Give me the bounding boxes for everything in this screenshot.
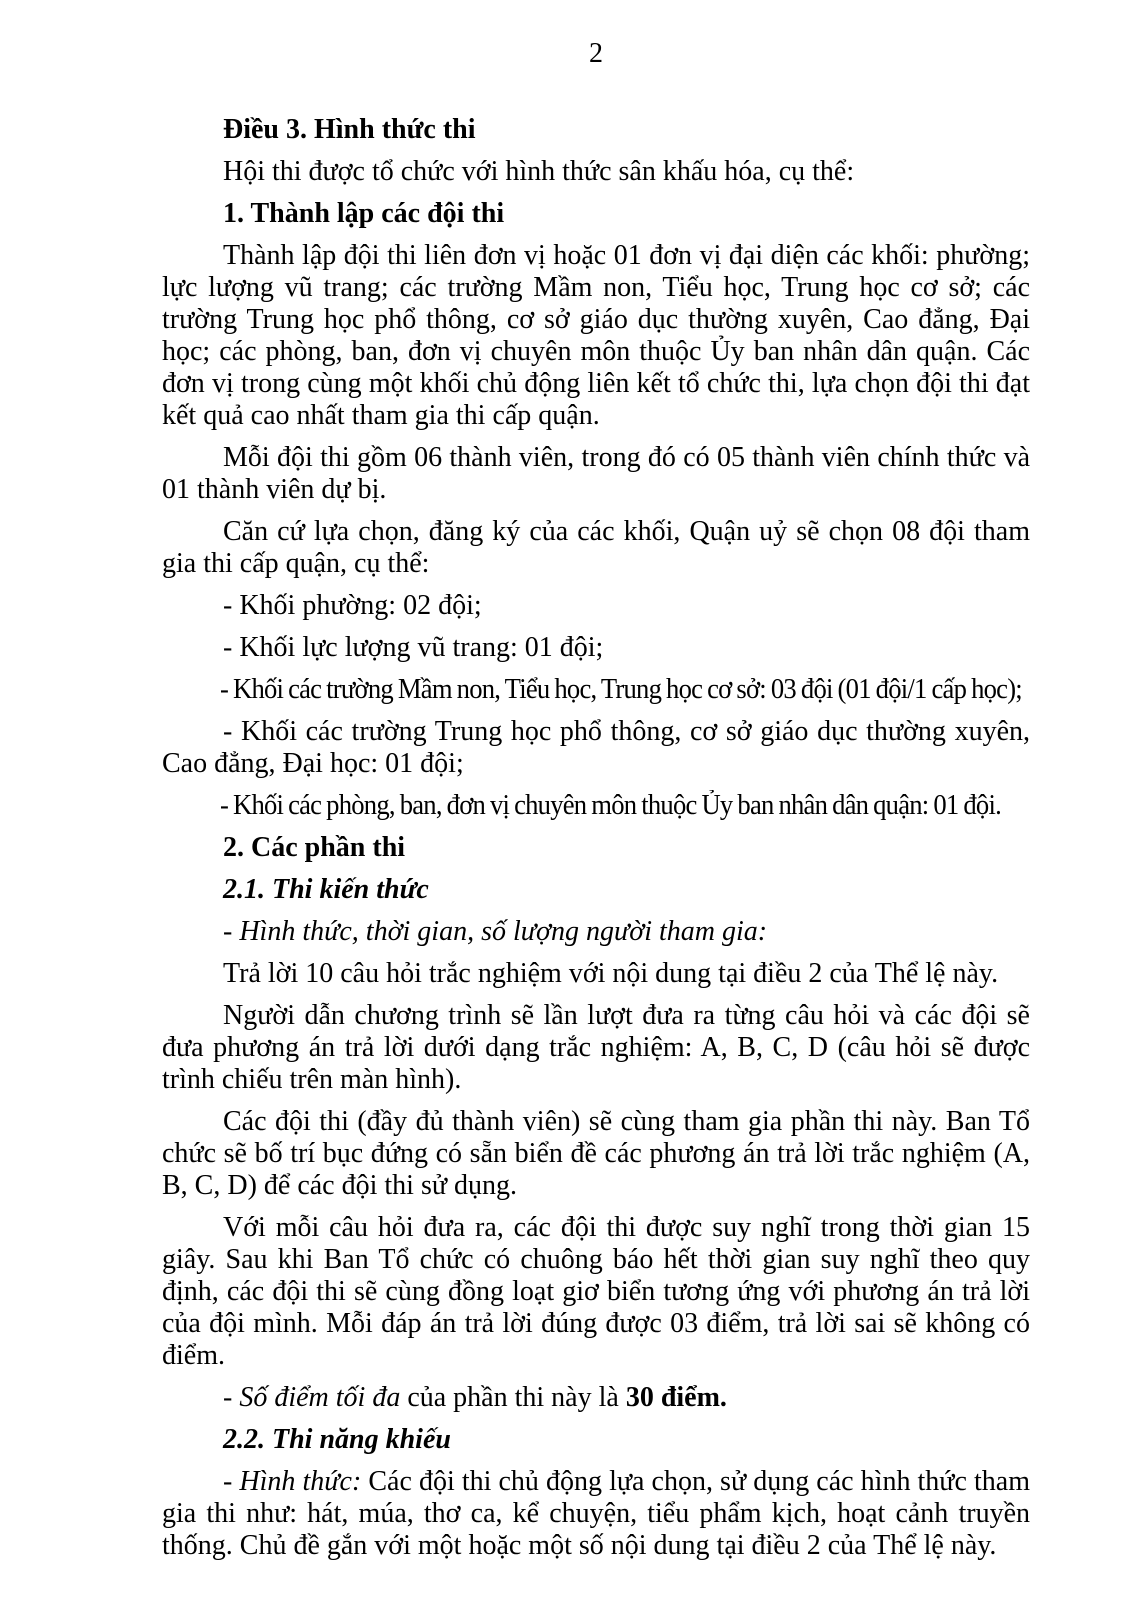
team-item-khoi-phuong: - Khối phường: 02 đội; <box>223 590 482 621</box>
para-hinh-thuc-label: - Hình thức: <box>223 1466 369 1497</box>
heading-thanh-lap-doi-thi: 1. Thành lập các đội thi <box>223 198 505 229</box>
heading-thi-nang-khieu: 2.2. Thi năng khiếu <box>223 1424 451 1455</box>
para-hinh-thuc-nang-khieu <box>162 1466 1030 1562</box>
para-voi-moi-cau-hoi: Với mỗi câu hỏi đưa ra, các đội thi được suy nghĩ trong thời gian 15 giây. Sau khi Ban Tổ chức có chuông báo hết thời gian suy nghĩ theo quy định, các đội thi sẽ cùng đồng loạt giơ biển tương ứng với phương án trả lời của đội mình. Mỗi đáp án trả lời đúng được 03 điểm, trả lời sai sẽ không có điểm. <box>162 1212 1030 1371</box>
score-line-prefix: - <box>223 1382 240 1413</box>
heading-cac-phan-thi: 2. Các phần thi <box>223 832 406 863</box>
score-line-italic: Số điểm tối đa <box>239 1382 401 1413</box>
team-item-phong-ban-don-vi: - Khối các phòng, ban, đơn vị chuyên môn thuộc Ủy ban nhân dân quận: 01 đội. <box>219 790 1001 821</box>
heading-thi-kien-thuc: 2.1. Thi kiến thức <box>223 874 429 905</box>
para-thanh-lap: Thành lập đội thi liên đơn vị hoặc 01 đơn vị đại diện các khối: phường; lực lượng vũ trang; các trường Mầm non, Tiểu học, Trung học cơ sở; các trường Trung học phổ thông, cơ sở giáo dục thường xuyên, Cao đẳng, Đại học; các phòng, ban, đơn vị chuyên môn thuộc Ủy ban nhân dân quận. Các đơn vị trong cùng một khối chủ động liên kết tổ chức thi, lựa chọn đội thi đạt kết quả cao nhất tham gia thi cấp quận. <box>162 240 1030 431</box>
score-line-middle: của phần thi này là <box>400 1382 626 1413</box>
line-hinh-thuc-thoi-gian: - Hình thức, thời gian, số lượng người tham gia: <box>223 916 768 947</box>
heading-dieu-3: Điều 3. Hình thức thi <box>223 114 476 145</box>
para-hinh-thuc-text: Các đội thi chủ động lựa chọn, sử dụng các hình thức tham gia thi như: hát, múa, thơ ca, kể chuyện, tiểu phẩm kịch, hoạt cảnh truyền thống. Chủ đề gắn với một hoặc một số nội dung tại điều 2 của Thể lệ này. <box>162 1466 1030 1561</box>
team-item-thpt-gdtx-cd-dh: - Khối các trường Trung học phổ thông, cơ sở giáo dục thường xuyên, Cao đẳng, Đại học: 01 đội; <box>162 716 1030 779</box>
intro-line: Hội thi được tổ chức với hình thức sân khấu hóa, cụ thể: <box>223 156 855 187</box>
team-item-luc-luong-vu-trang: - Khối lực lượng vũ trang: 01 đội; <box>223 632 604 663</box>
team-item-mam-non-tieu-hoc-thcs: - Khối các trường Mầm non, Tiểu học, Trung học cơ sở: 03 đội (01 đội/1 cấp học); <box>219 674 1022 705</box>
score-line <box>162 1382 1030 1414</box>
score-line-bold: 30 điểm. <box>625 1382 727 1413</box>
para-tra-loi: Trả lời 10 câu hỏi trắc nghiệm với nội dung tại điều 2 của Thể lệ này. <box>223 958 999 989</box>
para-can-cu: Căn cứ lựa chọn, đăng ký của các khối, Quận uỷ sẽ chọn 08 đội tham gia thi cấp quận, cụ thể: <box>162 516 1030 579</box>
para-cac-doi-thi: Các đội thi (đầy đủ thành viên) sẽ cùng tham gia phần thi này. Ban Tổ chức sẽ bố trí bục đứng có sẵn biển đề các phương án trả lời trắc nghiệm (A, B, C, D) để các đội thi sử dụng. <box>162 1106 1030 1201</box>
page-number: 2 <box>589 38 603 69</box>
para-moi-doi-thi: Mỗi đội thi gồm 06 thành viên, trong đó có 05 thành viên chính thức và 01 thành viên dự bị. <box>162 442 1030 505</box>
para-nguoi-dan-chuong-trinh: Người dẫn chương trình sẽ lần lượt đưa ra từng câu hỏi và các đội sẽ đưa phương án trả lời dưới dạng trắc nghiệm: A, B, C, D (câu hỏi sẽ được trình chiếu trên màn hình). <box>162 1000 1030 1095</box>
